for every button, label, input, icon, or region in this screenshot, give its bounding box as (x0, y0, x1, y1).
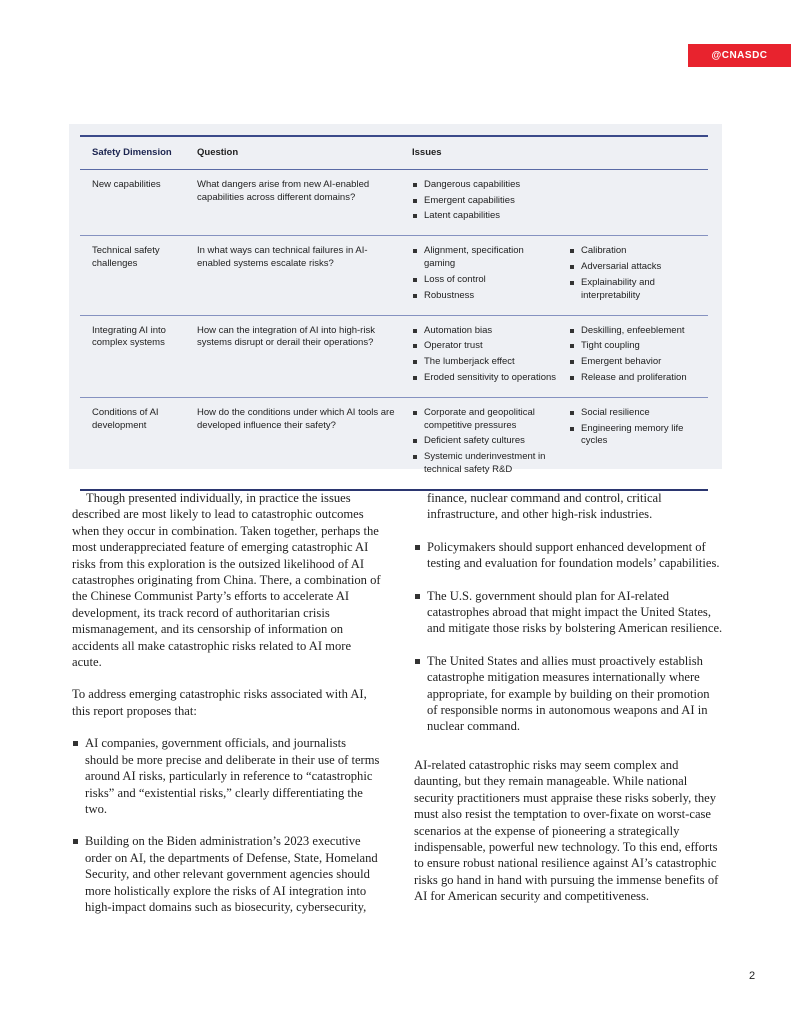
header-safety-dimension: Safety Dimension (80, 136, 185, 169)
issues-cell (557, 236, 708, 315)
issue-item: Latent capabilities (412, 210, 557, 223)
table-row (80, 397, 708, 490)
body-text-columns (72, 490, 723, 935)
question-cell: In what ways can technical failures in AI-enabled systems escalate risks? (185, 236, 400, 315)
issue-item: Loss of control (412, 274, 557, 287)
issue-item: Calibration (569, 245, 708, 258)
issues-cell (557, 169, 708, 235)
table-row (80, 169, 708, 235)
table-row (80, 236, 708, 315)
question-cell: How can the integration of AI into high-risk systems disrupt or derail their operations? (185, 315, 400, 397)
issue-item: Robustness (412, 290, 557, 303)
recommendation-bullet: The U.S. government should plan for AI-related catastrophes abroad that might impact the United States, and mitigate those risks by bolstering American resilience. (414, 588, 723, 637)
page-number: 2 (749, 970, 756, 982)
dimension-cell: Technical safety challenges (80, 236, 185, 315)
issue-item: Operator trust (412, 340, 557, 353)
issue-item: Tight coupling (569, 340, 708, 353)
recommendation-bullet: Building on the Biden administration’s 2023 executive order on AI, the departments of Defense, State, Homeland Security, and other relevant government agencies should more holistically explore the risks of AI integration into high-impact domains such as biosecurity, cybersecurity, finance, nuclear command and control, critical infrastructure, and other high-risk industries. (72, 490, 723, 935)
recommendation-bullet: AI companies, government officials, and journalists should be more precise and deliberate in their use of terms around AI risks, particularly in reference to “catastrophic risks” and “existential risks,” clearly differentiating the two. (72, 735, 381, 817)
issue-item: Explainability and interpretability (569, 277, 708, 303)
intro-paragraph: Though presented individually, in practice the issues described are most likely to lead to catastrophic outcomes when they occur in combination. Taken together, perhaps the most underappreciated feature of emerging catastrophic AI risks from this exploration is the outsized likelihood of AI catastrophes originating from China. There, a combination of the Chinese Communist Party’s efforts to accelerate AI development, its track record of authoritarian crisis mismanagement, and its censorship of information on accidents all make catastrophic risks related to AI more acute. (72, 491, 381, 670)
issue-item: Release and proliferation (569, 372, 708, 385)
issues-cell (557, 315, 708, 397)
recommendation-bullet: Policymakers should support enhanced development of testing and evaluation for foundation models’ capabilities. (414, 539, 723, 572)
issue-item: Social resilience (569, 407, 708, 420)
table-row (80, 315, 708, 397)
proposal-intro: To address emerging catastrophic risks associated with AI, this report proposes that: (72, 687, 367, 718)
issue-item: Systemic underinvestment in technical safety R&D (412, 451, 557, 477)
recommendation-bullet: The United States and allies must proactively establish catastrophe mitigation measures internationally where appropriate, for example by building on their promotion of responsible norms in autonomous weapons and AI in nuclear command. (414, 653, 723, 735)
dimension-cell: New capabilities (80, 169, 185, 235)
header-issues: Issues (400, 136, 557, 169)
safety-dimensions-table-panel (69, 124, 722, 475)
issues-cell (400, 236, 557, 315)
cnasdc-badge: @CNASDC (688, 44, 791, 67)
issue-item: Adversarial attacks (569, 261, 708, 274)
issues-cell (400, 169, 557, 235)
header-question: Question (185, 136, 400, 169)
conclusion-paragraph: AI-related catastrophic risks may seem complex and daunting, but they remain manageable. While national security practitioners must appraise these risks soberly, they must also resist the temptation to over-fixate on worst-case scenarios at the expense of pioneering a strategically indispensable, powerful new technology. To this end, efforts to ensure robust national resilience against AI’s catastrophic risks go hand in hand with pursuing the immense benefits of AI for American security and competitiveness. (414, 757, 719, 904)
issues-cell (557, 397, 708, 490)
issues-cell (400, 315, 557, 397)
issue-item: Engineering memory life cycles (569, 423, 708, 449)
issue-item: Corporate and geopolitical competitive pressures (412, 407, 557, 433)
safety-dimensions-table (80, 135, 708, 491)
issue-item: Automation bias (412, 325, 557, 338)
issue-item: Emergent capabilities (412, 195, 557, 208)
issue-item: Deskilling, enfeeblement (569, 325, 708, 338)
question-cell: How do the conditions under which AI tools are developed influence their safety? (185, 397, 400, 490)
issue-item: Dangerous capabilities (412, 179, 557, 192)
issue-item: Emergent behavior (569, 356, 708, 369)
issue-item: Eroded sensitivity to operations (412, 372, 557, 385)
issue-item: Deficient safety cultures (412, 435, 557, 448)
issue-item: The lumberjack effect (412, 356, 557, 369)
question-cell: What dangers arise from new AI-enabled capabilities across different domains? (185, 169, 400, 235)
issues-cell (400, 397, 557, 490)
dimension-cell: Conditions of AI development (80, 397, 185, 490)
dimension-cell: Integrating AI into complex systems (80, 315, 185, 397)
issue-item: Alignment, specification gaming (412, 245, 557, 271)
